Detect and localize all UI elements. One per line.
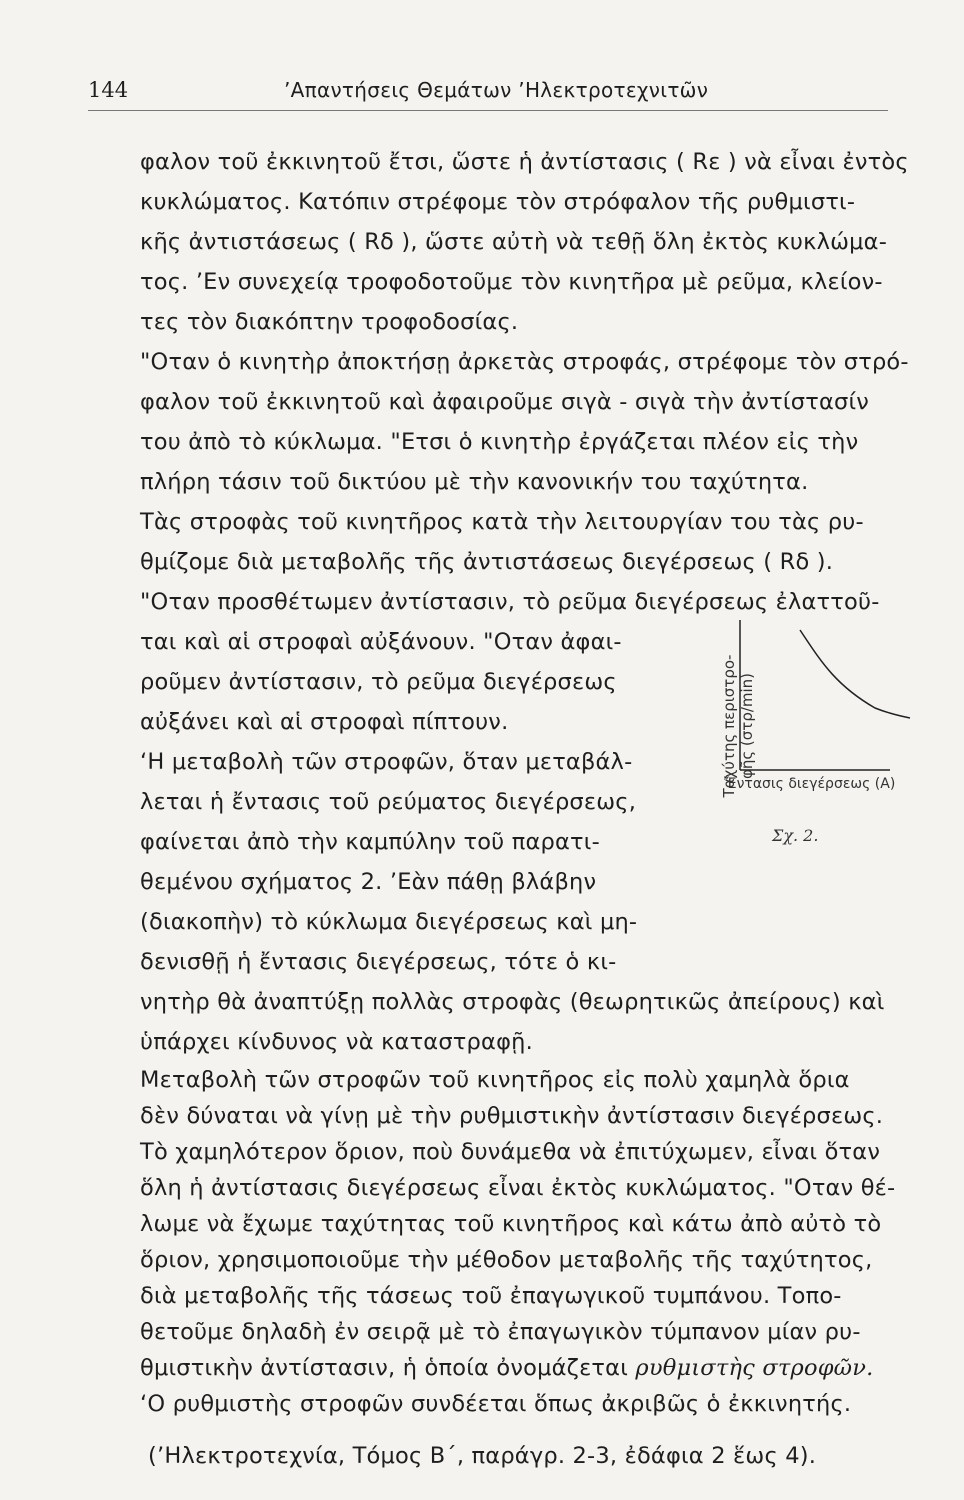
text-line: φαίνεται ἀπὸ τὴν καμπύλην τοῦ παρατι- (140, 829, 600, 855)
text-line: φαλον τοῦ ἐκκινητοῦ καὶ ἀφαιροῦμε σιγὰ - σιγὰ τὴν ἀντίστασίν (140, 389, 870, 415)
reference-line: (’Ηλεκτροτεχνία, Τόμος Β΄, παράγρ. 2-3, ἐδάφια 2 ἕως 4). (148, 1443, 817, 1469)
text-line: διὰ μεταβολῆς τῆς τάσεως τοῦ ἐπαγωγικοῦ τυμπάνου. Τοπο- (140, 1283, 842, 1309)
text-line: του ἀπὸ τὸ κύκλωμα. "Ετσι ὁ κινητὴρ ἐργάζεται πλέον εἰς τὴν (140, 429, 859, 455)
text-line: αὐξάνει καὶ αἱ στροφαὶ πίπτουν. (140, 709, 509, 735)
text-line: θεμένου σχήματος 2. ’Εὰν πάθῃ βλάβην (140, 869, 597, 895)
text-line: φαλον τοῦ ἐκκινητοῦ ἔτσι, ὥστε ἡ ἀντίστασις ( Rε ) νὰ εἶναι ἐντὸς (140, 149, 909, 175)
italic-term: ρυθμιστὴς στροφῶν. (635, 1355, 874, 1381)
text-line: (διακοπὴν) τὸ κύκλωμα διεγέρσεως καὶ μη- (140, 909, 638, 935)
text-line: τος. ’Εν συνεχείᾳ τροφοδοτοῦμε τὸν κινητῆρα μὲ ρεῦμα, κλείον- (140, 269, 883, 295)
x-axis-label: Ἔντασις διεγέρσεως (A) (724, 776, 896, 792)
text-fragment: θμιστικὴν ἀντίστασιν, ἡ ὁποία ὀνομάζεται (140, 1355, 629, 1381)
text-line: λεται ἡ ἔντασις τοῦ ρεύματος διεγέρσεως, (140, 789, 637, 815)
text-line: θετοῦμε δηλαδὴ ἐν σειρᾷ μὲ τὸ ἐπαγωγικὸν τύμπανον μίαν ρυ- (140, 1319, 861, 1345)
page-header (88, 72, 888, 112)
y-axis-label: Ταχύτης περιστρο-φῆς (στρ/min) (720, 654, 756, 798)
text-line: Τὰς στροφὰς τοῦ κινητῆρος κατὰ τὴν λειτουργίαν του τὰς ρυ- (140, 509, 864, 535)
text-line: τες τὸν διακόπτην τροφοδοσίας. (140, 309, 519, 335)
text-line: Τὸ χαμηλότερον ὅριον, ποὺ δυνάμεθα νὰ ἐπιτύχωμεν, εἶναι ὅταν (140, 1139, 881, 1165)
text-line: θμίζομε διὰ μεταβολῆς τῆς ἀντιστάσεως διεγέρσεως ( Rδ ). (140, 549, 834, 575)
text-line: ροῦμεν ἀντίστασιν, τὸ ρεῦμα διεγέρσεως (140, 669, 617, 695)
text-line: κῆς ἀντιστάσεως ( Rδ ), ὥστε αὐτὴ νὰ τεθῇ ὅλη ἐκτὸς κυκλώμα- (140, 229, 888, 255)
text-line (140, 1348, 873, 1388)
text-line: πλήρη τάσιν τοῦ δικτύου μὲ τὴν κανονικήν του ταχύτητα. (140, 469, 809, 495)
text-line: ‘Η μεταβολὴ τῶν στροφῶν, ὅταν μεταβάλ- (140, 749, 633, 775)
header-rule (88, 110, 888, 111)
text-line: λωμε νὰ ἔχωμε ταχύτητας τοῦ κινητῆρος καὶ κάτω ἀπὸ αὐτὸ τὸ (140, 1211, 882, 1237)
figure-caption: Σχ. 2. (772, 826, 819, 845)
page-number: 144 (88, 78, 129, 102)
speed-curve (800, 630, 910, 718)
text-line: Μεταβολὴ τῶν στροφῶν τοῦ κινητῆρος εἰς πολὺ χαμηλὰ ὅρια (140, 1067, 850, 1093)
text-line: δενισθῇ ἡ ἔντασις διεγέρσεως, τότε ὁ κι- (140, 949, 617, 975)
text-line: "Οταν ὁ κινητὴρ ἀποκτήσῃ ἀρκετὰς στροφάς, στρέφομε τὸν στρό- (140, 349, 909, 375)
text-line: νητὴρ θὰ ἀναπτύξῃ πολλὰς στροφὰς (θεωρητικῶς ἀπείρους) καὶ (140, 989, 885, 1015)
text-line: ται καὶ αἱ στροφαὶ αὐξάνουν. "Οταν ἀφαι- (140, 629, 622, 655)
text-line: "Οταν προσθέτωμεν ἀντίστασιν, τὸ ρεῦμα διεγέρσεως ἐλαττοῦ- (140, 589, 880, 615)
text-line: δὲν δύναται νὰ γίνῃ μὲ τὴν ρυθμιστικὴν ἀντίστασιν διεγέρσεως. (140, 1103, 884, 1129)
text-line: ὑπάρχει κίνδυνος νὰ καταστραφῇ. (140, 1029, 533, 1055)
text-line: ὅριον, χρησιμοποιοῦμε τὴν μέθοδον μεταβολῆς τῆς ταχύτητος, (140, 1247, 873, 1273)
running-title: ’Απαντήσεις Θεμάτων ’Ηλεκτροτεχνιτῶν (284, 78, 709, 102)
text-line: ὅλη ἡ ἀντίστασις διεγέρσεως εἶναι ἐκτὸς κυκλώματος. "Οταν θέ- (140, 1175, 896, 1201)
text-line: ‘Ο ρυθμιστὴς στροφῶν συνδέεται ὅπως ἀκριβῶς ὁ ἐκκινητής. (140, 1391, 852, 1417)
figure-speed-vs-excitation (700, 600, 940, 860)
text-line: κυκλώματος. Κατόπιν στρέφομε τὸν στρόφαλον τῆς ρυθμιστι- (140, 189, 856, 215)
